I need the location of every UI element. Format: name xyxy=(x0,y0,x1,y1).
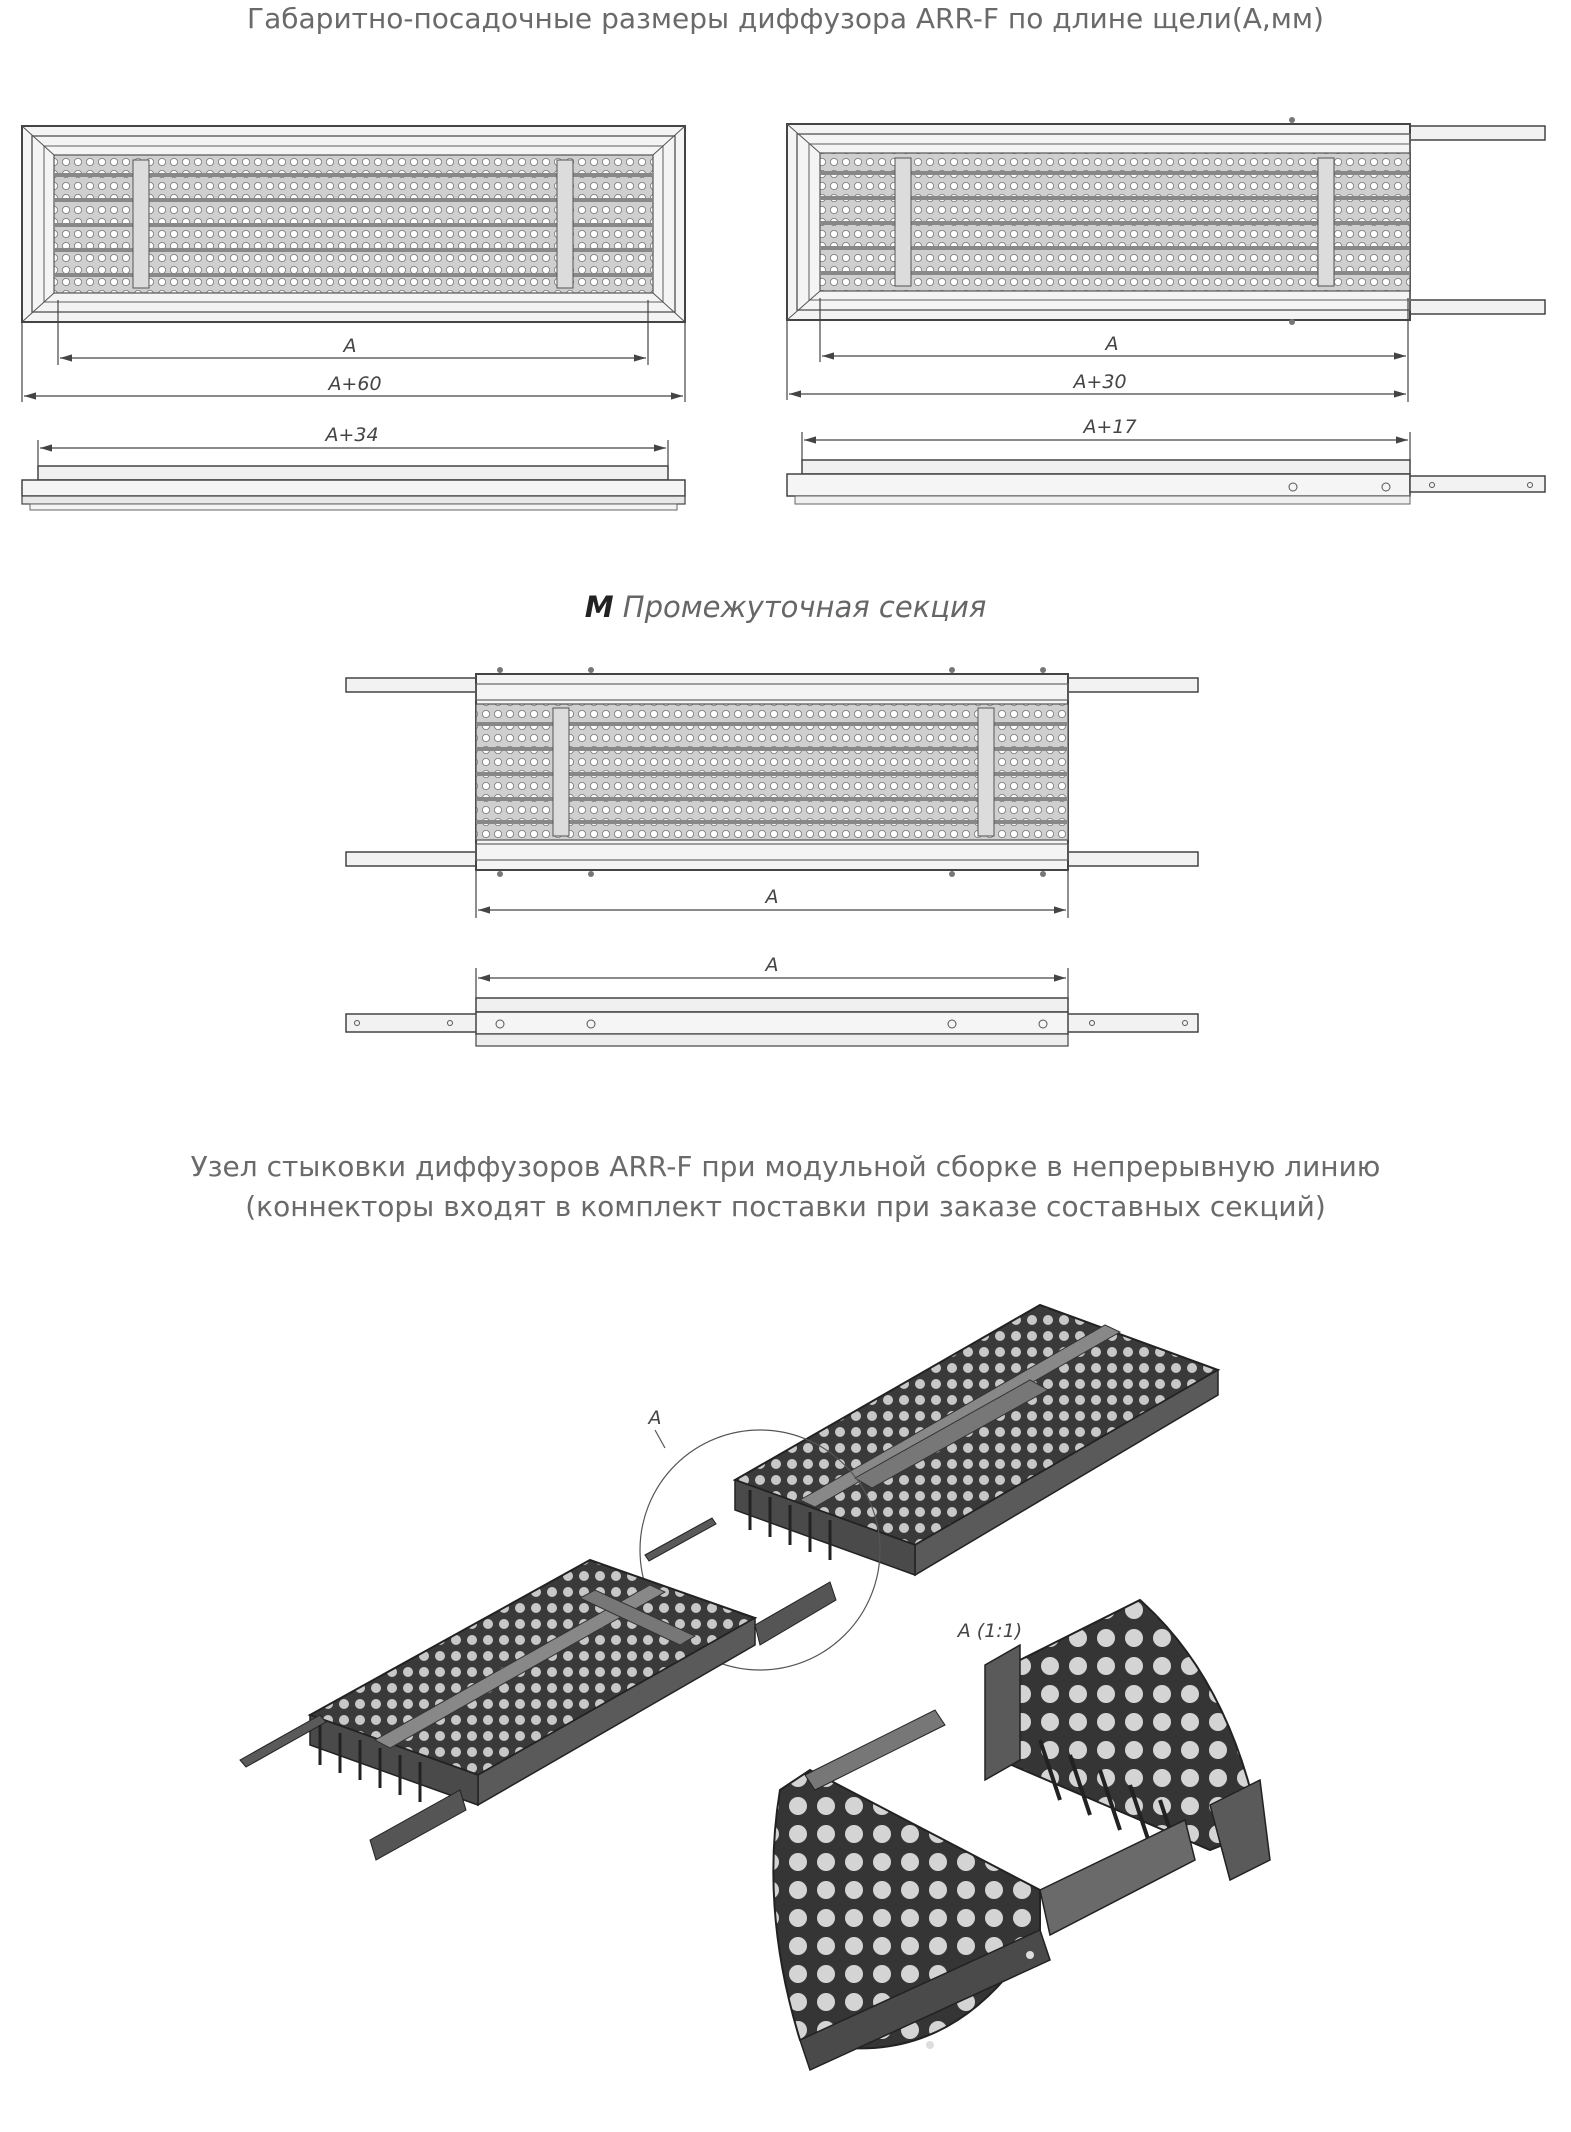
dim-left-a60: A+60 xyxy=(328,373,382,395)
right-diffuser-top-view xyxy=(787,117,1545,325)
dim-right-a17: A+17 xyxy=(1083,416,1137,438)
section-m-label: Промежуточная секция xyxy=(622,590,987,624)
dim-mid-side-a: A xyxy=(765,954,779,976)
detail-view-a xyxy=(773,1600,1270,2070)
joint-text-line2: (коннекторы входят в комплект поставки при заказе составных секций) xyxy=(245,1190,1326,1223)
page-title: Габаритно-посадочные размеры диффузора ARR-F по длине щели(А,мм) xyxy=(247,2,1324,35)
dim-left-a34: A+34 xyxy=(325,424,379,446)
dim-right-a30: A+30 xyxy=(1073,371,1127,393)
middle-section-top-view xyxy=(346,667,1198,877)
iso-detail-label: A (1:1) xyxy=(957,1620,1023,1642)
joint-text-line1: Узел стыковки диффузоров ARR-F при модульной сборке в непрерывную линию xyxy=(190,1150,1381,1183)
left-diffuser-side-view xyxy=(22,440,685,510)
iso-callout-a: A xyxy=(648,1407,662,1429)
section-m-heading xyxy=(0,590,1571,624)
dim-mid-a: A xyxy=(765,886,779,908)
middle-section-side-view xyxy=(346,968,1198,1046)
left-diffuser-top-view xyxy=(22,126,685,322)
dim-left-a: A xyxy=(343,335,357,357)
dim-right-a: A xyxy=(1105,333,1119,355)
right-diffuser-side-view xyxy=(787,432,1545,504)
section-m-letter: М xyxy=(584,590,614,624)
